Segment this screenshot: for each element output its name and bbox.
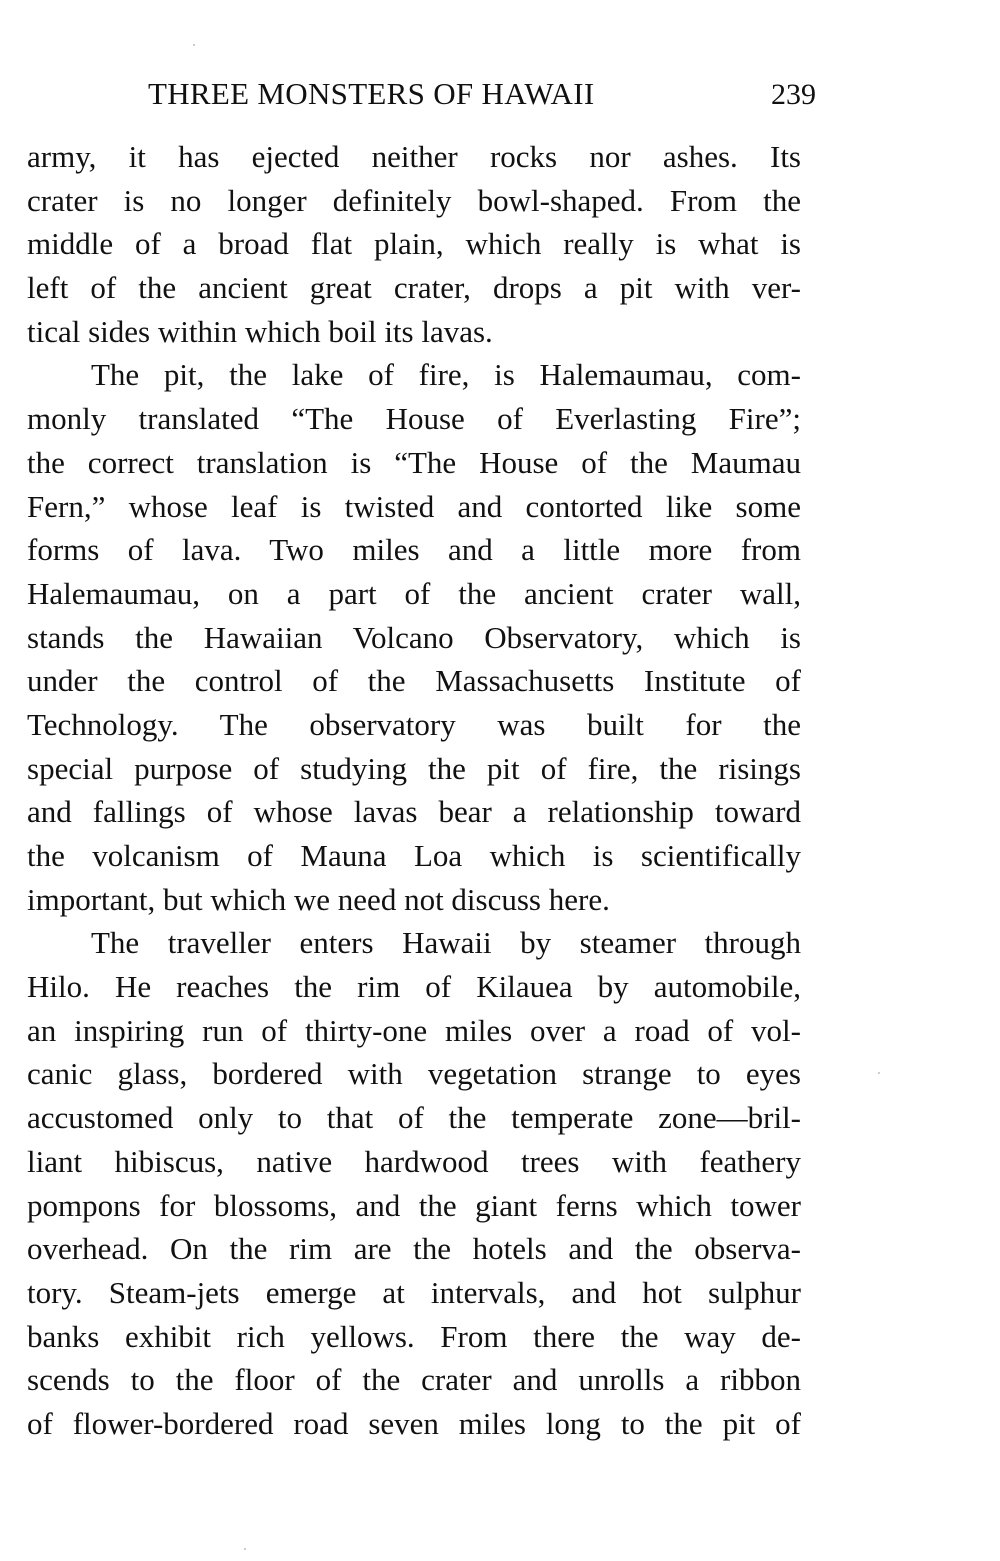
text-line: The traveller enters Hawaii by steamer through <box>91 925 801 961</box>
text-line: middle of a broad flat plain, which really is what is <box>27 226 801 262</box>
text-line: pompons for blossoms, and the giant ferns which tower <box>27 1187 801 1223</box>
running-title: THREE MONSTERS OF HAWAII <box>148 76 595 111</box>
text-line: special purpose of studying the pit of fire, the risings <box>27 750 801 786</box>
scan-speck <box>878 1072 880 1074</box>
text-line: accustomed only to that of the temperate zone—bril- <box>27 1100 801 1136</box>
paragraph-3 <box>27 921 801 1445</box>
text-line: and fallings of whose lavas bear a relationship toward <box>27 794 801 830</box>
text-line: overhead. On the rim are the hotels and the observa- <box>27 1231 801 1267</box>
body-text <box>27 135 801 1446</box>
page-number: 239 <box>771 78 816 111</box>
text-line: under the control of the Massachusetts Institute of <box>27 663 801 699</box>
running-head <box>148 76 816 116</box>
text-line: tory. Steam-jets emerge at intervals, and hot sulphur <box>27 1274 801 1310</box>
text-line: of flower-bordered road seven miles long to the pit of <box>27 1405 801 1441</box>
text-line: scends to the floor of the crater and unrolls a ribbon <box>27 1362 801 1398</box>
text-line: tical sides within which boil its lavas. <box>27 313 493 349</box>
text-line: stands the Hawaiian Volcano Observatory, which is <box>27 619 801 655</box>
text-line: an inspiring run of thirty-one miles over a road of vol- <box>27 1012 801 1048</box>
paragraph-2 <box>27 353 801 921</box>
text-line: banks exhibit rich yellows. From there the way de- <box>27 1318 801 1354</box>
text-line: important, but which we need not discuss here. <box>27 881 610 917</box>
text-line: the volcanism of Mauna Loa which is scientifically <box>27 838 801 873</box>
text-line: monly translated “The House of Everlasting Fire”; <box>27 401 801 437</box>
text-line: The pit, the lake of fire, is Halemaumau, com- <box>91 357 801 393</box>
text-line: Hilo. He reaches the rim of Kilauea by automobile, <box>27 969 801 1005</box>
scan-speck <box>244 1548 246 1550</box>
text-line: crater is no longer definitely bowl-shaped. From the <box>27 182 801 218</box>
text-line: forms of lava. Two miles and a little more from <box>27 532 801 568</box>
paragraph-1 <box>27 135 801 353</box>
text-line: Technology. The observatory was built for the <box>27 706 801 742</box>
text-line: the correct translation is “The House of the Maumau <box>27 444 801 480</box>
text-line: canic glass, bordered with vegetation strange to eyes <box>27 1056 801 1092</box>
text-line: Halemaumau, on a part of the ancient crater wall, <box>27 575 801 611</box>
text-line: Fern,” whose leaf is twisted and contorted like some <box>27 488 801 524</box>
scan-speck <box>193 44 195 46</box>
text-line: left of the ancient great crater, drops a pit with ver- <box>27 270 801 306</box>
text-line: army, it has ejected neither rocks nor ashes. Its <box>27 139 801 174</box>
text-line: liant hibiscus, native hardwood trees with feathery <box>27 1143 801 1179</box>
